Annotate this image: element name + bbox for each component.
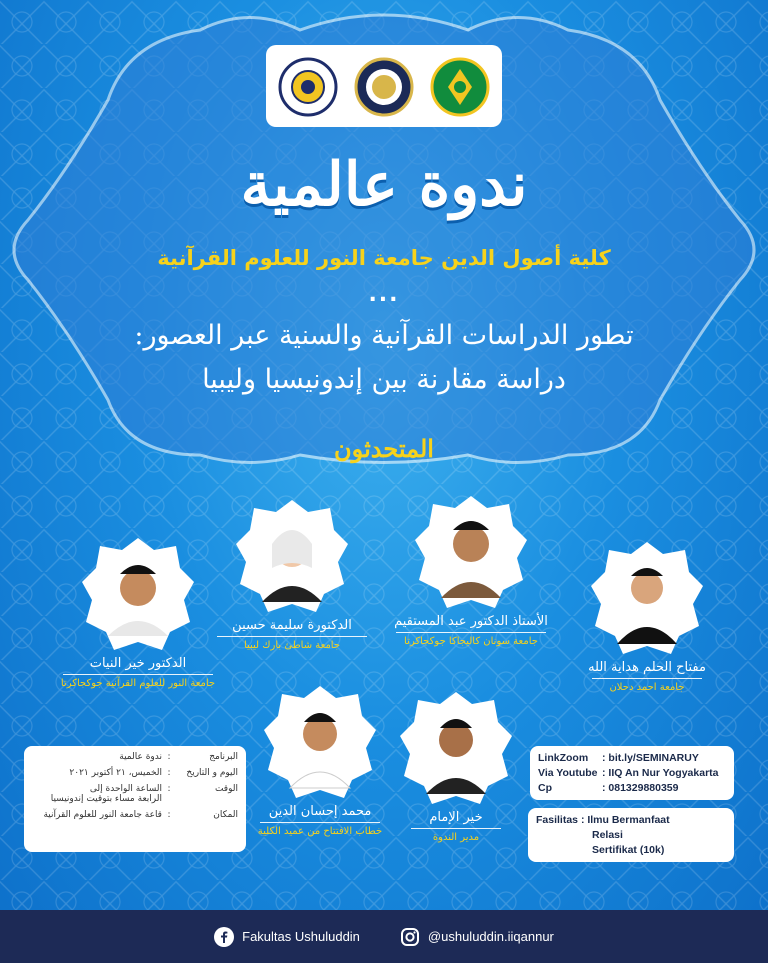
speaker-card	[48, 536, 228, 689]
speaker-photo	[413, 494, 529, 610]
divider	[217, 636, 367, 637]
speaker-institution: جامعة شاطئ بارك ليبيا	[243, 640, 341, 651]
divider	[592, 678, 702, 679]
theme-line-2: دراسة مقارنة بين إندونيسيا وليبيا	[202, 364, 566, 395]
speaker-photo	[589, 540, 705, 656]
facility-item: Relasi	[592, 829, 623, 841]
info-label: اليوم و التاريخ	[186, 768, 238, 778]
speaker-photo	[80, 536, 196, 652]
speaker-card	[386, 494, 556, 647]
facility-item: Fasilitas : Ilmu Bermanfaat	[536, 814, 670, 826]
info-separator: :	[167, 810, 171, 820]
youtube-label: Via Youtube	[538, 767, 598, 779]
faculty-subtitle: كلية أصول الدين جامعة النور للعلوم القرآنية	[157, 246, 611, 270]
cp-value: : 081329880359	[602, 782, 679, 794]
cp-row	[538, 781, 726, 796]
facility-item: Sertifikat (10k)	[592, 844, 665, 856]
event-info-box	[24, 746, 246, 852]
info-row-place	[32, 810, 238, 820]
info-separator: :	[167, 752, 171, 762]
facilities-box	[528, 808, 734, 862]
info-value: الخميس، ٢١ أكتوبر ٢٠٢١	[69, 768, 162, 778]
zoom-label: LinkZoom	[538, 752, 589, 764]
speaker-card	[212, 498, 372, 651]
zoom-link[interactable]: : bit.ly/SEMINARUY	[602, 752, 699, 764]
info-value: قاعة جامعة النور للعلوم القرآنية	[43, 810, 162, 820]
speaker-name: الأستاذ الدكتور عبد المستقيم	[394, 614, 548, 629]
speaker-photo	[398, 690, 514, 806]
speaker-institution: جامعة سونان كاليجاكا جوكجاكرتا	[404, 636, 538, 647]
speakers-heading: المتحدثون	[334, 434, 434, 463]
divider	[411, 828, 501, 829]
info-row-time	[32, 784, 238, 804]
info-separator: :	[167, 768, 171, 778]
facebook-link[interactable]	[214, 927, 360, 947]
separator-dots: ...	[368, 282, 400, 307]
instagram-link[interactable]	[400, 927, 554, 947]
info-value	[32, 784, 162, 804]
zoom-row	[538, 751, 726, 766]
speaker-name: محمد إحسان الدين	[268, 804, 372, 819]
info-label: المكان	[213, 810, 238, 820]
speaker-institution: خطاب الافتتاح من عميد الكلية	[257, 826, 383, 837]
speaker-card	[572, 540, 722, 693]
info-row-program	[32, 752, 238, 762]
speaker-name: خير الإمام	[429, 810, 483, 825]
divider	[260, 822, 380, 823]
links-box	[530, 746, 734, 800]
info-row-date	[32, 768, 238, 778]
speaker-name: مفتاح الحلم هداية الله	[588, 660, 706, 675]
instagram-icon	[400, 927, 420, 947]
info-time-line2: الرابعة مساء بتوقيت إندونيسيا	[50, 794, 162, 804]
event-title: ندوة عالمية	[240, 150, 528, 220]
divider	[396, 632, 546, 633]
speaker-photo	[234, 498, 350, 614]
youtube-row	[538, 766, 726, 781]
theme-line-1: تطور الدراسات القرآنية والسنية عبر العصور:	[134, 320, 634, 351]
info-label: الوقت	[214, 784, 238, 794]
youtube-link[interactable]: : IIQ An Nur Yogyakarta	[602, 767, 719, 779]
divider	[63, 674, 213, 675]
footer-bar	[0, 910, 768, 963]
speaker-institution: جامعة النور للعلوم القرآنية جوكجاكرتا	[60, 678, 216, 689]
info-separator: :	[167, 784, 171, 794]
iiq-logo-icon	[429, 56, 491, 118]
logo-row	[0, 56, 768, 118]
speaker-institution: جامعة احمد دحلان	[609, 682, 685, 693]
info-value: ندوة عالمية	[119, 752, 162, 762]
speaker-institution: مدير الندوة	[432, 832, 480, 843]
info-label: البرنامج	[209, 752, 238, 762]
facebook-icon	[214, 927, 234, 947]
facebook-label: Fakultas Ushuluddin	[242, 929, 360, 944]
cp-label: Cp	[538, 782, 552, 794]
suj-logo-icon	[353, 56, 415, 118]
speaker-name: الدكتورة سليمة حسين	[232, 618, 352, 633]
speaker-photo	[262, 684, 378, 800]
instagram-label: @ushuluddin.iiqannur	[427, 929, 554, 944]
speaker-card	[398, 690, 514, 843]
speaker-name: الدكتور خير النيات	[89, 656, 187, 671]
uad-logo-icon	[277, 56, 339, 118]
info-time-line1: الساعة الواحدة إلى	[89, 784, 162, 794]
speaker-card	[250, 684, 390, 837]
